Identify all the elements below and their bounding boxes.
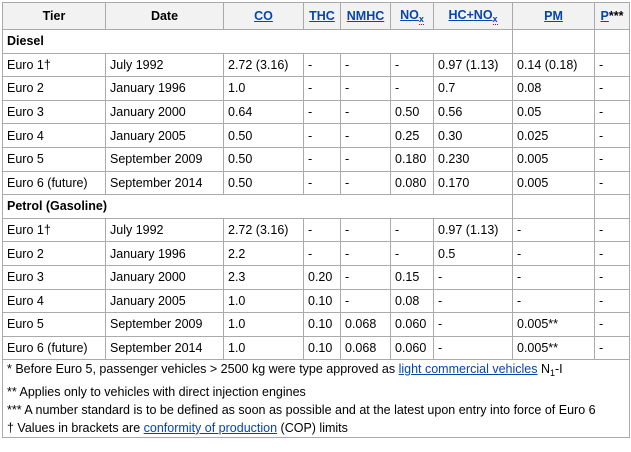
nmhc-cell: 0.068 — [341, 336, 391, 360]
pm-cell: - — [513, 218, 595, 242]
nox-cell: 0.080 — [391, 171, 434, 195]
table-row — [3, 289, 630, 313]
co-link[interactable]: CO — [254, 9, 273, 23]
thc-cell: 0.20 — [304, 265, 341, 289]
date-cell: September 2009 — [106, 313, 224, 337]
footnote-1-sub: 1 — [550, 368, 556, 379]
hc-nox-cell: - — [434, 336, 513, 360]
pm-link[interactable]: PM — [544, 9, 563, 23]
co-cell: 0.50 — [224, 147, 304, 171]
hc-nox-cell: - — [434, 265, 513, 289]
pm-cell: 0.005 — [513, 171, 595, 195]
p-cell: - — [595, 336, 630, 360]
p-cell: - — [595, 242, 630, 266]
nmhc-cell: - — [341, 53, 391, 77]
nox-cell: 0.50 — [391, 100, 434, 124]
nmhc-cell: - — [341, 100, 391, 124]
nox-cell: - — [391, 218, 434, 242]
thc-cell: - — [304, 147, 341, 171]
section-empty-cell — [595, 195, 630, 219]
date-cell: September 2014 — [106, 171, 224, 195]
p-cell: - — [595, 313, 630, 337]
date-cell: January 1996 — [106, 242, 224, 266]
tier-cell: Euro 4 — [3, 289, 106, 313]
header-pm — [513, 3, 595, 30]
hc-nox-cell: 0.230 — [434, 147, 513, 171]
nox-cell: 0.060 — [391, 313, 434, 337]
header-nox — [391, 3, 434, 30]
thc-cell: - — [304, 77, 341, 101]
table-row — [3, 265, 630, 289]
pm-cell: 0.005** — [513, 313, 595, 337]
co-cell: 0.50 — [224, 124, 304, 148]
header-co — [224, 3, 304, 30]
hc-nox-cell: 0.170 — [434, 171, 513, 195]
header-hc-nox — [434, 3, 513, 30]
nox-cell: - — [391, 77, 434, 101]
p-cell: - — [595, 53, 630, 77]
co-cell: 2.72 (3.16) — [224, 53, 304, 77]
date-cell: July 1992 — [106, 218, 224, 242]
section-empty-cell — [513, 195, 595, 219]
co-cell: 0.64 — [224, 100, 304, 124]
pm-cell: - — [513, 265, 595, 289]
tier-cell: Euro 1† — [3, 218, 106, 242]
date-cell: September 2014 — [106, 336, 224, 360]
nmhc-cell: - — [341, 147, 391, 171]
date-cell: January 1996 — [106, 77, 224, 101]
nmhc-cell: 0.068 — [341, 313, 391, 337]
conformity-of-production-link[interactable]: conformity of production — [143, 420, 278, 435]
table-row — [3, 147, 630, 171]
nox-cell: 0.15 — [391, 265, 434, 289]
co-cell: 2.3 — [224, 265, 304, 289]
footnote-1 — [7, 360, 625, 382]
co-cell: 1.0 — [224, 336, 304, 360]
thc-cell: 0.10 — [304, 313, 341, 337]
hc-nox-cell: 0.5 — [434, 242, 513, 266]
p-cell: - — [595, 147, 630, 171]
table-row — [3, 313, 630, 337]
co-cell: 0.50 — [224, 171, 304, 195]
date-cell: January 2000 — [106, 265, 224, 289]
nox-link[interactable] — [400, 8, 424, 22]
nmhc-link[interactable]: NMHC — [346, 9, 385, 23]
date-cell: July 1992 — [106, 53, 224, 77]
co-cell: 2.2 — [224, 242, 304, 266]
hc-nox-main: NO — [473, 8, 493, 22]
tier-cell: Euro 3 — [3, 100, 106, 124]
co-cell: 1.0 — [224, 313, 304, 337]
date-cell: January 2000 — [106, 100, 224, 124]
nox-cell: 0.08 — [391, 289, 434, 313]
header-tier: Tier — [3, 3, 106, 30]
p-cell: - — [595, 218, 630, 242]
thc-cell: 0.10 — [304, 336, 341, 360]
table-row — [3, 53, 630, 77]
table-row — [3, 171, 630, 195]
tier-cell: Euro 2 — [3, 242, 106, 266]
thc-cell: - — [304, 53, 341, 77]
light-commercial-vehicles-link[interactable]: light commercial vehicles — [398, 362, 538, 377]
section-empty-cell — [513, 30, 595, 54]
nox-sub: x — [418, 14, 424, 24]
table-row — [3, 218, 630, 242]
thc-cell: - — [304, 124, 341, 148]
footnote-1-tail: -I — [555, 362, 563, 377]
thc-cell: - — [304, 100, 341, 124]
pm-cell: 0.05 — [513, 100, 595, 124]
pm-cell: - — [513, 242, 595, 266]
tier-cell: Euro 6 (future) — [3, 336, 106, 360]
p-cell: - — [595, 100, 630, 124]
co-cell: 2.72 (3.16) — [224, 218, 304, 242]
p-cell: - — [595, 171, 630, 195]
tier-cell: Euro 4 — [3, 124, 106, 148]
header-row — [3, 3, 630, 30]
nox-cell: 0.180 — [391, 147, 434, 171]
thc-cell: - — [304, 218, 341, 242]
thc-link[interactable]: THC — [309, 9, 335, 23]
tier-cell: Euro 2 — [3, 77, 106, 101]
table-row — [3, 242, 630, 266]
nmhc-cell: - — [341, 242, 391, 266]
footnote-4-text: † Values in brackets are — [7, 420, 144, 435]
co-cell: 1.0 — [224, 77, 304, 101]
hc-nox-cell: 0.56 — [434, 100, 513, 124]
pm-cell: 0.005** — [513, 336, 595, 360]
table-row — [3, 77, 630, 101]
section-row-diesel — [3, 30, 630, 54]
footnotes-cell — [3, 360, 630, 438]
nmhc-cell: - — [341, 124, 391, 148]
date-cell: September 2009 — [106, 147, 224, 171]
tier-cell: Euro 6 (future) — [3, 171, 106, 195]
nmhc-cell: - — [341, 77, 391, 101]
footnotes-row — [3, 360, 630, 438]
section-row-petrol — [3, 195, 630, 219]
hc-nox-cell: 0.30 — [434, 124, 513, 148]
p-cell: - — [595, 77, 630, 101]
nox-cell: 0.25 — [391, 124, 434, 148]
nox-cell: - — [391, 242, 434, 266]
hc-nox-cell: - — [434, 289, 513, 313]
section-empty-cell — [595, 30, 630, 54]
hc-nox-cell: - — [434, 313, 513, 337]
table-row — [3, 336, 630, 360]
pm-cell: 0.005 — [513, 147, 595, 171]
tier-cell: Euro 3 — [3, 265, 106, 289]
tier-cell: Euro 5 — [3, 313, 106, 337]
thc-cell: - — [304, 242, 341, 266]
hc-link[interactable]: HC+ — [448, 8, 474, 22]
tier-cell: Euro 5 — [3, 147, 106, 171]
header-p — [595, 3, 630, 30]
table-row — [3, 124, 630, 148]
nmhc-cell: - — [341, 171, 391, 195]
co-cell: 1.0 — [224, 289, 304, 313]
nox-cell: - — [391, 53, 434, 77]
pm-cell: 0.025 — [513, 124, 595, 148]
p-suffix: *** — [608, 9, 624, 23]
thc-cell: 0.10 — [304, 289, 341, 313]
hc-nox-cell: 0.97 (1.13) — [434, 218, 513, 242]
section-label-diesel: Diesel — [3, 30, 513, 54]
nmhc-cell: - — [341, 265, 391, 289]
p-cell: - — [595, 265, 630, 289]
hc-nox-cell: 0.97 (1.13) — [434, 53, 513, 77]
nmhc-cell: - — [341, 289, 391, 313]
footnote-3: *** A number standard is to be defined as soon as possible and at the latest upon entry into force of Euro 6 — [7, 402, 596, 417]
emission-standards-table — [2, 2, 630, 438]
p-cell: - — [595, 289, 630, 313]
hc-nox-cell: 0.7 — [434, 77, 513, 101]
pm-cell: 0.08 — [513, 77, 595, 101]
header-date: Date — [106, 3, 224, 30]
footnote-1-end: N — [537, 362, 550, 377]
thc-cell: - — [304, 171, 341, 195]
footnote-1-text: * Before Euro 5, passenger vehicles > 2500 kg were type approved as — [7, 362, 399, 377]
hc-nox-link[interactable] — [474, 8, 498, 22]
nox-cell: 0.060 — [391, 336, 434, 360]
pm-cell: - — [513, 289, 595, 313]
section-label-petrol: Petrol (Gasoline) — [3, 195, 513, 219]
nmhc-cell: - — [341, 218, 391, 242]
p-link[interactable]: P — [600, 9, 609, 23]
footnote-4 — [7, 419, 625, 437]
header-thc — [304, 3, 341, 30]
tier-cell: Euro 1† — [3, 53, 106, 77]
table-row — [3, 100, 630, 124]
date-cell: January 2005 — [106, 289, 224, 313]
footnote-4-tail: (COP) limits — [277, 420, 348, 435]
header-nmhc — [341, 3, 391, 30]
footnote-2: ** Applies only to vehicles with direct injection engines — [7, 384, 306, 399]
p-cell: - — [595, 124, 630, 148]
date-cell: January 2005 — [106, 124, 224, 148]
hc-nox-sub: x — [492, 14, 498, 24]
nox-main: NO — [400, 8, 419, 22]
pm-cell: 0.14 (0.18) — [513, 53, 595, 77]
